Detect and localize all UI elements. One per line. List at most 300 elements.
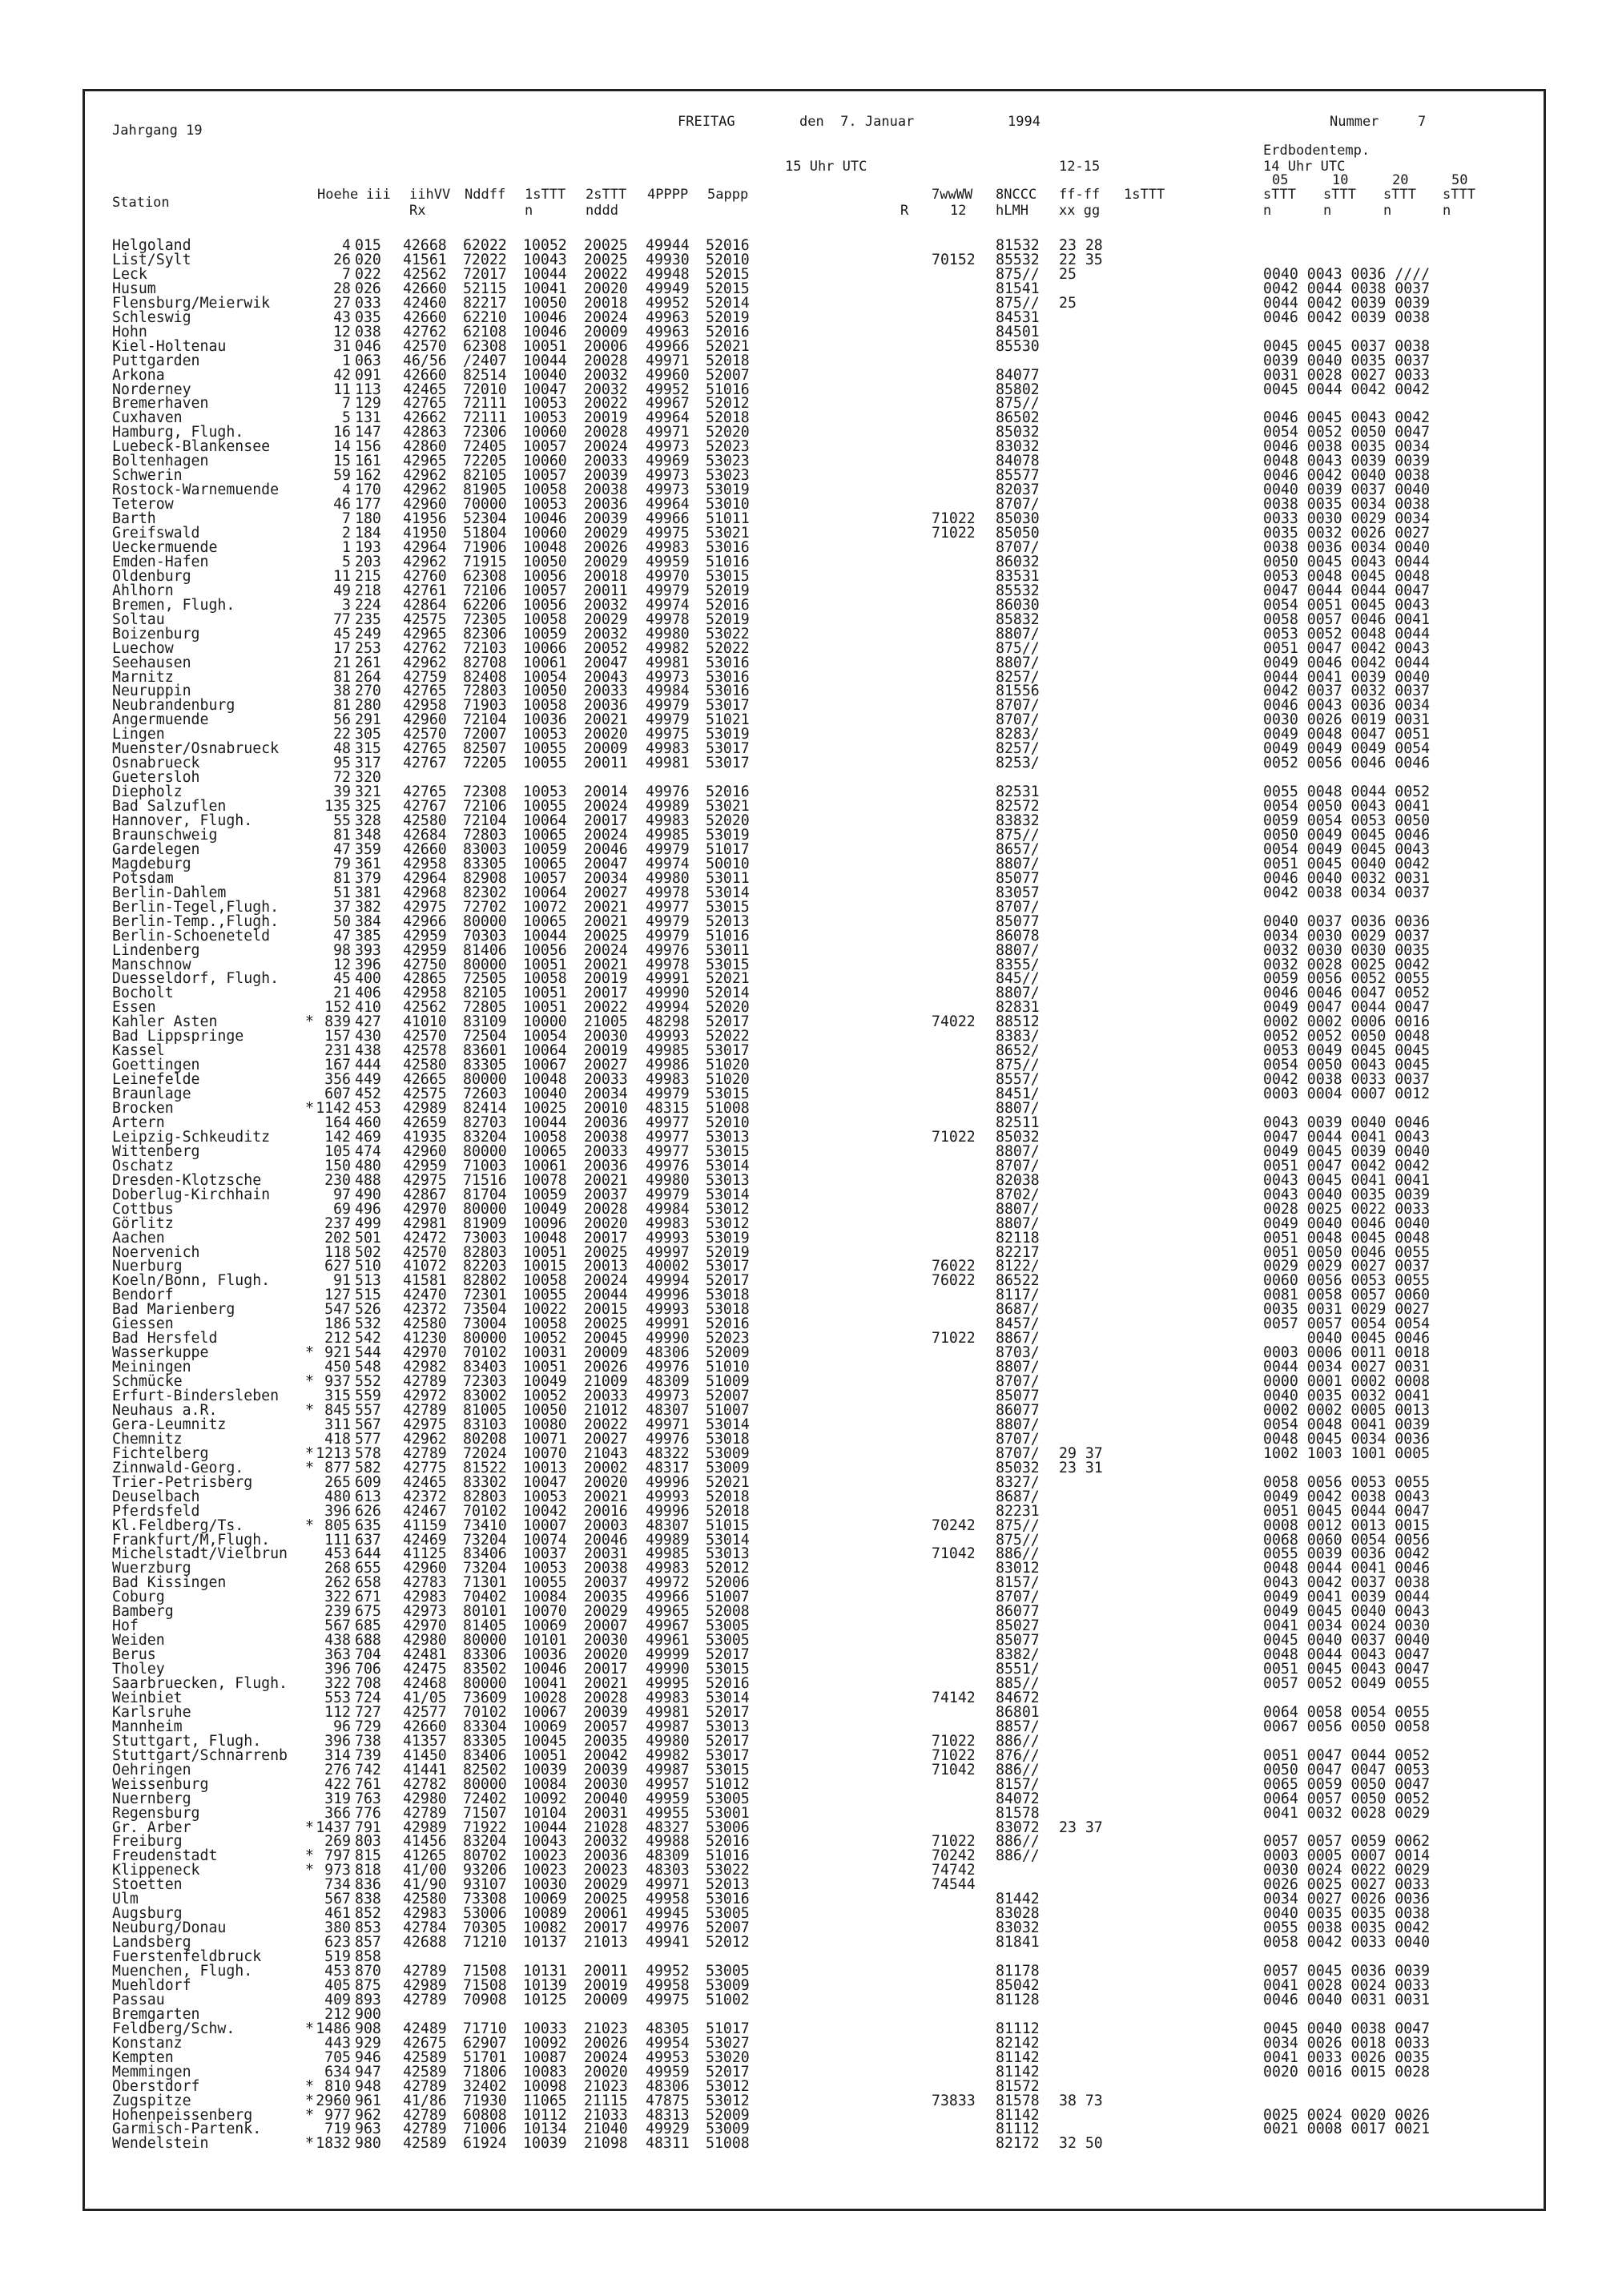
- cell-hoehe: 877: [324, 1459, 351, 1476]
- cell-soil-temp: 0040 0035 0035 0038: [1263, 1905, 1431, 1923]
- cell-sttt2: 20021: [584, 1488, 628, 1505]
- table-row: [0, 1158, 1602, 1174]
- cell-pppp: 49976: [646, 783, 690, 801]
- cell-nddff: 82203: [463, 1258, 507, 1275]
- cell-appp: 51008: [706, 1100, 750, 1117]
- cell-sttt1: 10060: [523, 453, 567, 470]
- cell-iihvv: 42980: [403, 1632, 447, 1649]
- cell-nccc: 8807/: [996, 1214, 1040, 1232]
- cell-nddff: 71806: [463, 2063, 507, 2080]
- table-row: [0, 1734, 1602, 1749]
- col-2sttt: 2sTTT: [586, 187, 627, 203]
- cell-hoehe: 921: [324, 1344, 351, 1362]
- cell-iihvv: 42765: [403, 783, 447, 801]
- cell-iihvv: 42973: [403, 1603, 447, 1621]
- table-row: [0, 1719, 1602, 1734]
- cell-station-name: Cuxhaven: [112, 409, 183, 427]
- cell-iii: 548: [355, 1359, 381, 1376]
- cell-ffgg: 25: [1059, 265, 1077, 283]
- cell-nddff: 71903: [463, 697, 507, 715]
- cell-station-name: Luebeck-Blankensee: [112, 438, 271, 456]
- cell-sttt2: 20033: [584, 1142, 628, 1160]
- cell-sttt1: 10051: [523, 956, 567, 973]
- cell-nccc: 8687/: [996, 1301, 1040, 1319]
- cell-nddff: 83305: [463, 855, 507, 872]
- cell-sttt1: 10069: [523, 1718, 567, 1735]
- cell-appp: 51016: [706, 927, 750, 945]
- col-iihvv: iihVV: [409, 187, 451, 203]
- cell-sttt1: 10050: [523, 553, 567, 570]
- cell-iii: 325: [355, 798, 381, 816]
- cell-station-name: Meiningen: [112, 1359, 191, 1376]
- cell-hoehe: 47: [333, 927, 351, 945]
- table-row: [0, 1231, 1602, 1246]
- cell-sttt2: 20028: [584, 352, 628, 369]
- cell-iii: 020: [355, 251, 381, 268]
- cell-sttt2: 20032: [584, 381, 628, 398]
- cell-soil-temp: 0054 0050 0043 0045: [1263, 1057, 1431, 1074]
- cell-hoehe: 212: [324, 1330, 351, 1347]
- cell-nddff: /2407: [463, 352, 507, 369]
- cell-sttt1: 10056: [523, 596, 567, 614]
- cell-iihvv: 42762: [403, 639, 447, 657]
- cell-sttt2: 20022: [584, 1416, 628, 1433]
- cell-appp: 52014: [706, 294, 750, 312]
- cell-iihvv: 42660: [403, 1718, 447, 1735]
- cell-wwww: 74742: [932, 1862, 976, 1879]
- cell-iihvv: 42959: [403, 941, 447, 959]
- cell-pppp: 49963: [646, 308, 690, 326]
- cell-soil-temp: 0034 0026 0018 0033: [1263, 2034, 1431, 2052]
- table-row: [0, 2036, 1602, 2051]
- table-row: [0, 900, 1602, 915]
- cell-nddff: 51804: [463, 525, 507, 542]
- cell-soil-temp: 0081 0058 0057 0060: [1263, 1287, 1431, 1304]
- cell-sttt1: 10057: [523, 582, 567, 599]
- cell-nddff: 83204: [463, 1833, 507, 1851]
- cell-soil-temp: 0044 0041 0039 0040: [1263, 668, 1431, 686]
- cell-iihvv: 42765: [403, 740, 447, 758]
- cell-sttt1: 10084: [523, 1775, 567, 1793]
- cell-appp: 52016: [706, 1675, 750, 1692]
- cell-soil-temp: 0068 0060 0054 0056: [1263, 1531, 1431, 1549]
- cell-nccc: 875//: [996, 294, 1040, 312]
- cell-iii: 727: [355, 1703, 381, 1721]
- cell-iihvv: 42759: [403, 668, 447, 686]
- cell-iii: 658: [355, 1574, 381, 1592]
- cell-soil-temp: 0000 0001 0002 0008: [1263, 1373, 1431, 1391]
- cell-station-name: Bocholt: [112, 985, 174, 1002]
- cell-sttt2: 20025: [584, 237, 628, 254]
- cell-appp: 53014: [706, 1416, 750, 1433]
- cell-nddff: 32402: [463, 2077, 507, 2095]
- cell-sttt2: 21098: [584, 2135, 628, 2153]
- cell-sttt1: 10065: [523, 1142, 567, 1160]
- cell-nddff: 60808: [463, 2106, 507, 2124]
- cell-appp: 53015: [706, 1661, 750, 1678]
- mountain-station-marker: *: [305, 2077, 314, 2095]
- cell-pppp: 49996: [646, 1502, 690, 1520]
- cell-pppp: 49983: [646, 812, 690, 829]
- cell-sttt1: 10025: [523, 1100, 567, 1117]
- cell-sttt2: 20019: [584, 970, 628, 988]
- cell-nccc: 8857/: [996, 1718, 1040, 1735]
- cell-iihvv: 42660: [403, 280, 447, 297]
- cell-nccc: 81578: [996, 1804, 1040, 1822]
- cell-sttt2: 20016: [584, 1502, 628, 1520]
- cell-iii: 893: [355, 1991, 381, 2008]
- cell-sttt2: 20019: [584, 1042, 628, 1060]
- cell-soil-temp: 0002 0002 0005 0013: [1263, 1401, 1431, 1419]
- cell-hoehe: 396: [324, 1732, 351, 1750]
- cell-soil-temp: 0003 0004 0007 0012: [1263, 1086, 1431, 1103]
- cell-sttt1: 10046: [523, 1661, 567, 1678]
- cell-nccc: 86801: [996, 1703, 1040, 1721]
- cell-station-name: Muenster/Osnabrueck: [112, 740, 280, 758]
- cell-iihvv: 42580: [403, 1315, 447, 1333]
- cell-sttt2: 20038: [584, 1560, 628, 1577]
- cell-station-name: Leipzig-Schkeuditz: [112, 1128, 271, 1146]
- cell-iihvv: 42469: [403, 1531, 447, 1549]
- table-row: [0, 1806, 1602, 1821]
- cell-nddff: 73609: [463, 1689, 507, 1706]
- cell-hoehe: 12: [333, 956, 351, 973]
- cell-station-name: Puttgarden: [112, 352, 200, 369]
- cell-sttt2: 20044: [584, 1287, 628, 1304]
- cell-soil-temp: 0058 0057 0046 0041: [1263, 610, 1431, 628]
- cell-pppp: 49978: [646, 956, 690, 973]
- cell-nccc: 81142: [996, 2048, 1040, 2066]
- cell-pppp: 49979: [646, 582, 690, 599]
- cell-iii: 218: [355, 582, 381, 599]
- cell-iihvv: 42789: [403, 1991, 447, 2008]
- cell-appp: 53021: [706, 798, 750, 816]
- cell-hoehe: 480: [324, 1488, 351, 1505]
- cell-soil-temp: 0030 0024 0022 0029: [1263, 1862, 1431, 1879]
- cell-appp: 52020: [706, 999, 750, 1017]
- cell-hoehe: 734: [324, 1876, 351, 1894]
- cell-pppp: 49973: [646, 481, 690, 499]
- cell-nccc: 85802: [996, 381, 1040, 398]
- cell-nccc: 8557/: [996, 1071, 1040, 1089]
- cell-nddff: 71906: [463, 538, 507, 556]
- cell-iihvv: 42960: [403, 496, 447, 514]
- col-depth-50: 50: [1451, 172, 1468, 188]
- cell-iihvv: 42750: [403, 956, 447, 973]
- cell-hoehe: 268: [324, 1560, 351, 1577]
- cell-soil-temp: 0040 0043 0036 ////: [1263, 265, 1431, 283]
- cell-wwww: 76022: [932, 1272, 976, 1290]
- cell-soil-temp: 0051 0045 0040 0042: [1263, 855, 1431, 872]
- cell-appp: 53015: [706, 1086, 750, 1103]
- cell-nddff: 72803: [463, 826, 507, 844]
- cell-station-name: Zinnwald-Georg.: [112, 1459, 244, 1476]
- cell-soil-temp: 0058 0056 0053 0055: [1263, 1473, 1431, 1491]
- cell-nccc: 81556: [996, 683, 1040, 700]
- cell-nddff: 83406: [463, 1545, 507, 1563]
- cell-appp: 51016: [706, 381, 750, 398]
- mountain-station-marker: *: [305, 1517, 314, 1534]
- cell-sttt2: 20030: [584, 1028, 628, 1045]
- cell-station-name: Görlitz: [112, 1214, 174, 1232]
- cell-nddff: 72803: [463, 683, 507, 700]
- cell-sttt1: 10065: [523, 912, 567, 930]
- cell-hoehe: 186: [324, 1315, 351, 1333]
- cell-pppp: 49944: [646, 237, 690, 254]
- cell-iii: 791: [355, 1819, 381, 1836]
- cell-appp: 53027: [706, 2034, 750, 2052]
- cell-station-name: Bremgarten: [112, 2005, 200, 2023]
- cell-sttt1: 10055: [523, 798, 567, 816]
- cell-station-name: Bad Marienberg: [112, 1301, 235, 1319]
- cell-sttt2: 20025: [584, 1315, 628, 1333]
- col-ffff: ff-ff: [1059, 187, 1101, 203]
- cell-sttt1: 10039: [523, 2135, 567, 2153]
- cell-hoehe: 1142: [316, 1100, 351, 1117]
- cell-nccc: 86030: [996, 596, 1040, 614]
- cell-nddff: 83305: [463, 1732, 507, 1750]
- cell-nddff: 73308: [463, 1891, 507, 1908]
- cell-sttt2: 20024: [584, 798, 628, 816]
- cell-iii: 739: [355, 1746, 381, 1764]
- cell-hoehe: 202: [324, 1229, 351, 1247]
- cell-iii: 321: [355, 783, 381, 801]
- cell-sttt1: 10050: [523, 1401, 567, 1419]
- cell-nccc: 81572: [996, 2077, 1040, 2095]
- cell-pppp: 49983: [646, 538, 690, 556]
- cell-nddff: 81005: [463, 1401, 507, 1419]
- cell-sttt2: 20020: [584, 1214, 628, 1232]
- col-sttt-50: sTTT: [1443, 187, 1475, 203]
- cell-appp: 53015: [706, 956, 750, 973]
- cell-station-name: Bremen, Flugh.: [112, 596, 235, 614]
- cell-appp: 53023: [706, 467, 750, 485]
- cell-nccc: 81578: [996, 2092, 1040, 2109]
- cell-pppp: 49991: [646, 1315, 690, 1333]
- col-station: Station: [112, 195, 170, 211]
- cell-sttt2: 20027: [584, 1057, 628, 1074]
- cell-nddff: 82703: [463, 1114, 507, 1131]
- cell-sttt1: 10022: [523, 1301, 567, 1319]
- nummer-label: Nummer: [1330, 114, 1379, 130]
- cell-sttt2: 20024: [584, 941, 628, 959]
- cell-hoehe: 366: [324, 1804, 351, 1822]
- cell-soil-temp: 0044 0034 0027 0031: [1263, 1359, 1431, 1376]
- cell-pppp: 49975: [646, 1991, 690, 2008]
- cell-nccc: 8867/: [996, 1330, 1040, 1347]
- cell-nddff: 70402: [463, 1589, 507, 1606]
- cell-sttt2: 20043: [584, 668, 628, 686]
- cell-sttt1: 10049: [523, 1373, 567, 1391]
- cell-nccc: 85050: [996, 525, 1040, 542]
- cell-iii: 557: [355, 1401, 381, 1419]
- cell-sttt1: 10058: [523, 970, 567, 988]
- cell-sttt1: 10065: [523, 855, 567, 872]
- cell-iii: 742: [355, 1761, 381, 1778]
- cell-sttt1: 10059: [523, 625, 567, 642]
- cell-sttt1: 10053: [523, 496, 567, 514]
- cell-appp: 53017: [706, 755, 750, 772]
- cell-iihvv: 42989: [403, 1819, 447, 1836]
- cell-nddff: 72205: [463, 755, 507, 772]
- cell-iii: 384: [355, 912, 381, 930]
- cell-iihvv: 42472: [403, 1229, 447, 1247]
- cell-hoehe: 553: [324, 1689, 351, 1706]
- cell-wwww: 71022: [932, 1732, 976, 1750]
- table-row: [0, 1992, 1602, 2008]
- cell-pppp: 49954: [646, 2034, 690, 2052]
- cell-station-name: Potsdam: [112, 869, 174, 887]
- cell-appp: 52007: [706, 1388, 750, 1404]
- cell-station-name: Saarbruecken, Flugh.: [112, 1675, 288, 1692]
- cell-pppp: 49971: [646, 1416, 690, 1433]
- cell-hoehe: 135: [324, 798, 351, 816]
- cell-station-name: Diepholz: [112, 783, 183, 801]
- col-1sttt-n: n: [525, 203, 533, 219]
- cell-iii: 838: [355, 1891, 381, 1908]
- cell-appp: 53016: [706, 1891, 750, 1908]
- cell-sttt2: 20018: [584, 294, 628, 312]
- cell-nccc: 8807/: [996, 1200, 1040, 1218]
- cell-soil-temp: 1002 1003 1001 0005: [1263, 1444, 1431, 1462]
- table-row: [0, 1173, 1602, 1188]
- cell-ffgg: 23 31: [1059, 1459, 1103, 1476]
- cell-hoehe: 16: [333, 424, 351, 441]
- cell-nccc: 82531: [996, 783, 1040, 801]
- cell-nddff: 62206: [463, 596, 507, 614]
- cell-pppp: 49976: [646, 941, 690, 959]
- cell-iii: 162: [355, 467, 381, 485]
- cell-station-name: Brocken: [112, 1100, 174, 1117]
- cell-hoehe: 45: [333, 970, 351, 988]
- cell-pppp: 49993: [646, 1028, 690, 1045]
- cell-iihvv: 42989: [403, 1100, 447, 1117]
- cell-appp: 53005: [706, 1617, 750, 1635]
- cell-sttt2: 20042: [584, 1746, 628, 1764]
- cell-soil-temp: 0047 0044 0041 0043: [1263, 1128, 1431, 1146]
- cell-soil-temp: 0032 0028 0025 0042: [1263, 956, 1431, 973]
- cell-iihvv: 41956: [403, 510, 447, 528]
- cell-iii: 510: [355, 1258, 381, 1275]
- cell-nddff: 82803: [463, 1488, 507, 1505]
- cell-hoehe: 51: [333, 884, 351, 901]
- cell-iii: 170: [355, 481, 381, 499]
- cell-nccc: 8807/: [996, 855, 1040, 872]
- cell-sttt2: 20024: [584, 2048, 628, 2066]
- cell-soil-temp: 0049 0049 0049 0054: [1263, 740, 1431, 758]
- table-row: [0, 1432, 1602, 1447]
- cell-iii: 381: [355, 884, 381, 901]
- cell-sttt1: 10058: [523, 1272, 567, 1290]
- cell-appp: 53013: [706, 1718, 750, 1735]
- cell-appp: 52017: [706, 1646, 750, 1664]
- cell-sttt1: 10050: [523, 683, 567, 700]
- cell-nddff: 82502: [463, 1761, 507, 1778]
- cell-hoehe: 276: [324, 1761, 351, 1778]
- col-n-50: n: [1443, 203, 1451, 219]
- cell-iihvv: 42962: [403, 654, 447, 671]
- cell-iihvv: 42372: [403, 1488, 447, 1505]
- cell-sttt2: 20019: [584, 409, 628, 427]
- cell-pppp: 48317: [646, 1459, 690, 1476]
- cell-nddff: 72010: [463, 381, 507, 398]
- cell-pppp: 49983: [646, 1071, 690, 1089]
- cell-pppp: 48307: [646, 1517, 690, 1534]
- cell-iihvv: 42665: [403, 1071, 447, 1089]
- cell-hoehe: 12: [333, 323, 351, 340]
- cell-sttt2: 20025: [584, 927, 628, 945]
- cell-pppp: 48305: [646, 2020, 690, 2037]
- cell-soil-temp: 0053 0049 0045 0045: [1263, 1042, 1431, 1060]
- cell-iii: 444: [355, 1057, 381, 1074]
- cell-appp: 52009: [706, 1344, 750, 1362]
- cell-iihvv: 42864: [403, 596, 447, 614]
- cell-ffgg: 23 37: [1059, 1819, 1103, 1836]
- cell-hoehe: 845: [324, 1401, 351, 1419]
- cell-hoehe: 262: [324, 1574, 351, 1592]
- col-n-20: n: [1383, 203, 1392, 219]
- cell-nccc: 83072: [996, 1819, 1040, 1836]
- cell-soil-temp: 0031 0028 0027 0033: [1263, 366, 1431, 384]
- table-row: [0, 382, 1602, 397]
- cell-nccc: 85077: [996, 912, 1040, 930]
- cell-soil-temp: 0057 0045 0036 0039: [1263, 1963, 1431, 1980]
- cell-nddff: 73003: [463, 1229, 507, 1247]
- col-sttt-05: sTTT: [1263, 187, 1296, 203]
- cell-hoehe: 45: [333, 625, 351, 642]
- cell-nddff: 72305: [463, 610, 507, 628]
- cell-nccc: 86502: [996, 409, 1040, 427]
- cell-nccc: 85532: [996, 251, 1040, 268]
- cell-nddff: 82414: [463, 1100, 507, 1117]
- cell-soil-temp: 0049 0046 0042 0044: [1263, 654, 1431, 671]
- cell-nddff: 73204: [463, 1560, 507, 1577]
- cell-sttt1: 10046: [523, 308, 567, 326]
- cell-nddff: 71301: [463, 1574, 507, 1592]
- cell-nccc: 8657/: [996, 840, 1040, 858]
- cell-station-name: Koeln/Bonn, Flugh.: [112, 1272, 271, 1290]
- cell-sttt1: 10043: [523, 1833, 567, 1851]
- cell-pppp: 49980: [646, 625, 690, 642]
- cell-sttt1: 10092: [523, 2034, 567, 2052]
- cell-iii: 177: [355, 496, 381, 514]
- cell-appp: 52016: [706, 596, 750, 614]
- cell-hoehe: 95: [333, 755, 351, 772]
- cell-iihvv: 42465: [403, 381, 447, 398]
- cell-iii: 857: [355, 1934, 381, 1952]
- cell-pppp: 49979: [646, 927, 690, 945]
- cell-iii: 022: [355, 265, 381, 283]
- cell-iii: 328: [355, 812, 381, 829]
- cell-pppp: 49979: [646, 912, 690, 930]
- cell-pppp: 49941: [646, 1934, 690, 1952]
- cell-iii: 474: [355, 1142, 381, 1160]
- cell-station-name: Norderney: [112, 381, 191, 398]
- cell-sttt2: 20037: [584, 1574, 628, 1592]
- cell-nccc: 8157/: [996, 1574, 1040, 1592]
- cell-sttt1: 10058: [523, 697, 567, 715]
- cell-pppp: 49976: [646, 1157, 690, 1174]
- cell-soil-temp: 0054 0051 0045 0043: [1263, 596, 1431, 614]
- cell-nccc: 8807/: [996, 941, 1040, 959]
- cell-appp: 51017: [706, 840, 750, 858]
- cell-iii: 235: [355, 610, 381, 628]
- col-1sttt: 1sTTT: [525, 187, 566, 203]
- cell-appp: 51017: [706, 2020, 750, 2037]
- cell-iii: 193: [355, 538, 381, 556]
- cell-hoehe: 7: [342, 510, 351, 528]
- cell-appp: 52010: [706, 1114, 750, 1131]
